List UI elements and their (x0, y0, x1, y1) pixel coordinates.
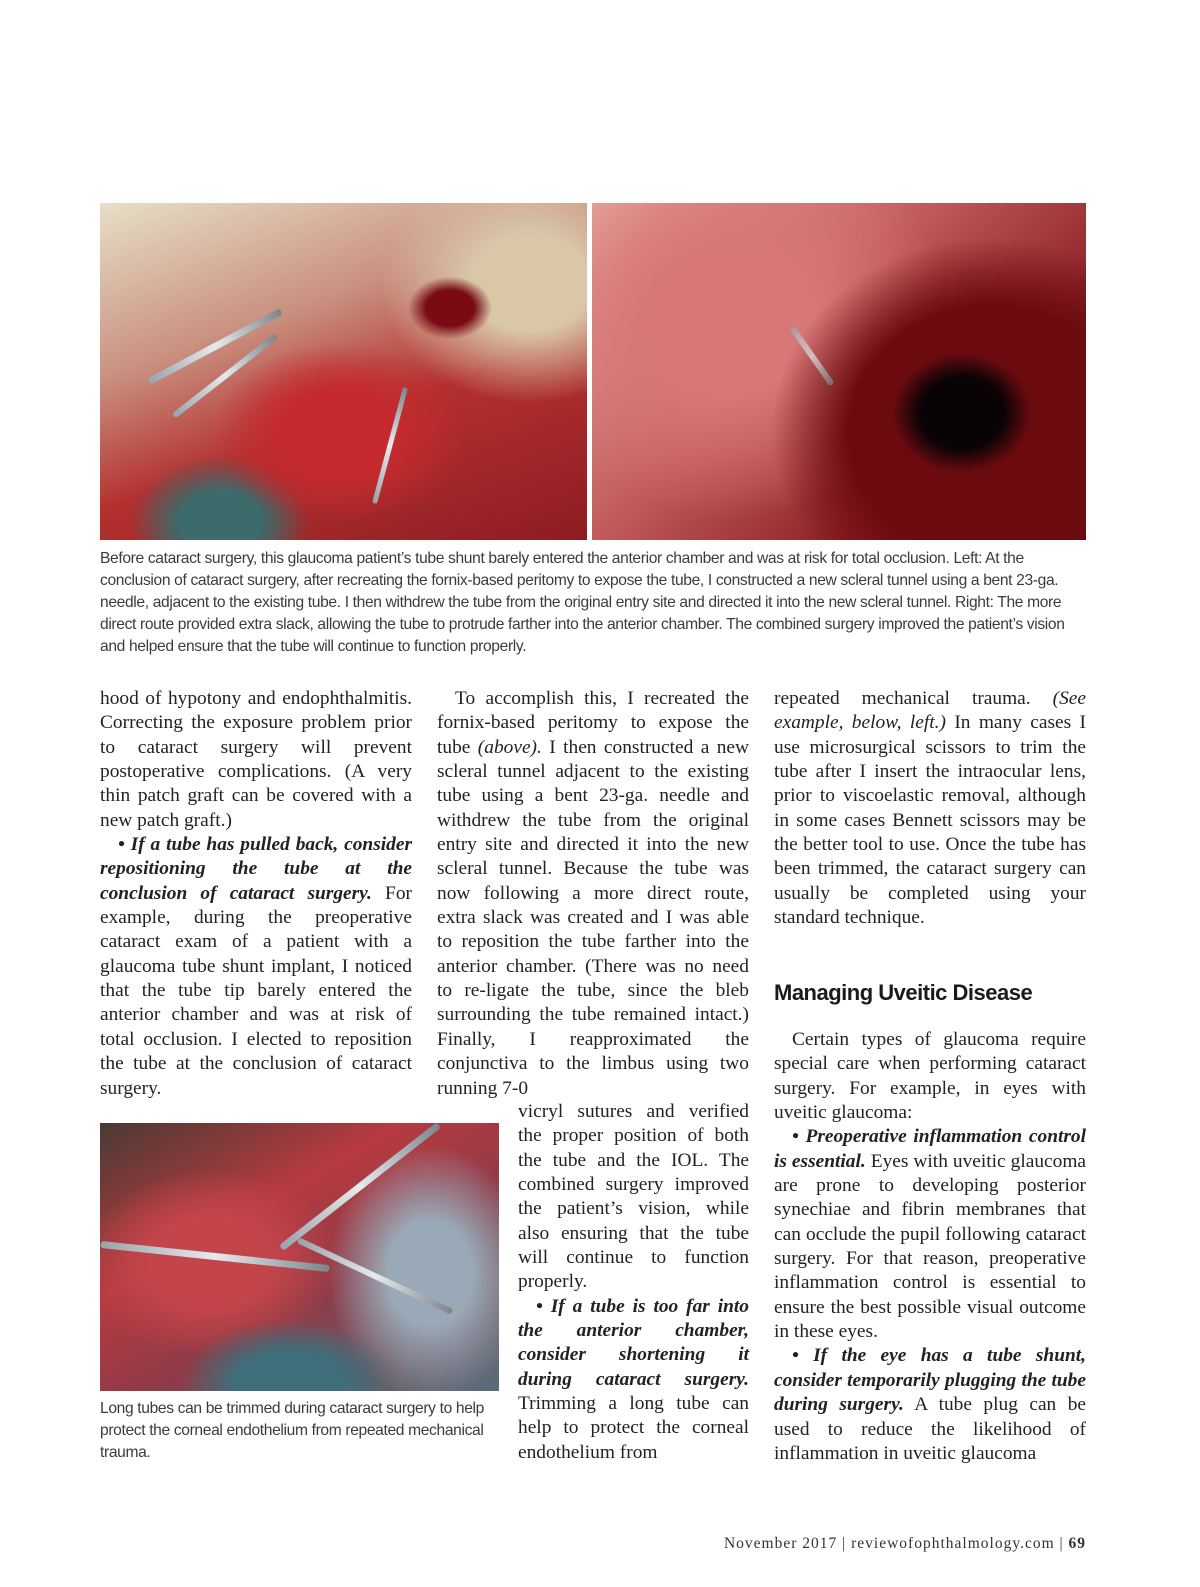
paragraph (774, 687, 1086, 930)
bottom-figure-caption: Long tubes can be trimmed during cataract surgery to help protect the corneal endothelium from repeated mechanical trauma. (100, 1400, 484, 1461)
paragraph (518, 1295, 749, 1465)
paragraph-text: In many cases I use microsurgical scissors to trim the tube after I insert the intraocular lens, prior to viscoelastic removal, although in some cases Bennett scissors may be the better tool to use. Once the tube has been trimmed, the cataract surgery can usually be completed using your standard technique. (774, 712, 1086, 929)
text-column-3 (774, 687, 1086, 930)
paragraph-text: To accomplish this, I recreated the fornix-based peritomy to expose the tube (437, 688, 749, 758)
figure-reference: (See example, below, left.) (774, 688, 1086, 734)
section-heading: Managing Uveitic Disease (774, 980, 1033, 1005)
page-number: 69 (1068, 1535, 1086, 1552)
text-column-2 (437, 687, 749, 1101)
top-figure-caption: Before cataract surgery, this glaucoma patient’s tube shunt barely entered the anterior chamber and was at risk for total occlusion. Left: At the conclusion of cataract surgery, after recreating the fornix-based peritomy to expose the tube, I constructed a new scleral tunnel using a bent 23-ga. needle, adjacent to the existing tube. I then withdrew the tube from the original entry site and directed it into the new scleral tunnel. Right: The more direct route provided extra slack, allowing the tube to protrude farther into the anterior chamber. The combined surgery improved the patient’s vision and helped ensure that the tube will continue to function properly. (100, 550, 1065, 655)
paragraph: Certain types of glaucoma require special care when performing cataract surgery. For example, in eyes with uveitic glaucoma: (774, 1029, 1086, 1124)
paragraph (100, 833, 412, 1101)
bullet-heading: • If the eye has a tube shunt, consider temporarily plugging the tube during surgery. (774, 1345, 1086, 1416)
paragraph (437, 687, 749, 1101)
surgery-photo-left (100, 203, 587, 540)
page-footer (686, 1535, 1086, 1553)
paragraph (774, 1344, 1086, 1466)
paragraph (774, 1125, 1086, 1344)
eye-photo-right (592, 203, 1086, 540)
text-column-2-continued (518, 1100, 749, 1465)
paragraph-body: For example, during the preoperative cataract exam of a patient with a glaucoma tube shunt implant, I noticed that the tube tip barely entered the anterior chamber and was at risk of total occlusion. I elected to reposition the tube at the conclusion of cataract surgery. (100, 882, 412, 1099)
issue-date: November 2017 (723, 1535, 838, 1552)
paragraph: vicryl sutures and verified the proper position of both the tube and the IOL. The combined surgery improved the patient’s vision, while also ensuring that the tube will continue to function properly. (518, 1101, 749, 1293)
footer-separator: | (837, 1535, 852, 1552)
bullet-heading: • If a tube has pulled back, consider repositioning the tube at the conclusion of cataract surgery. (100, 834, 412, 904)
figure-reference: (above). (477, 736, 542, 758)
tube-trimming-photo (100, 1123, 499, 1391)
bullet-heading: • If a tube is too far into the anterior chamber, consider shortening it during cataract surgery. (518, 1295, 749, 1390)
text-column-1 (100, 687, 412, 1101)
website: reviewofophthalmology.com (851, 1535, 1055, 1552)
bullet-heading: • Preoperative inflammation control is essential. (774, 1126, 1086, 1172)
footer-separator: | (1054, 1535, 1069, 1552)
paragraph: hood of hypotony and endophthalmitis. Correcting the exposure problem prior to cataract surgery will prevent postoperative complications. (A very thin patch graft can be covered with a new patch graft.) (100, 688, 412, 831)
paragraph-body: Trimming a long tube can help to protect the corneal endothelium from (518, 1393, 749, 1463)
paragraph-body: Eyes with uveitic glaucoma are prone to developing posterior synechiae and fibrin membranes that can occlude the pupil following cataract surgery. For that reason, preoperative inflammation control is essential to ensure the best possible visual outcome in these eyes. (774, 1150, 1087, 1343)
text-column-3-continued (774, 1028, 1086, 1466)
paragraph-text: repeated mechanical trauma. (774, 688, 1053, 709)
paragraph-body: A tube plug can be used to reduce the likelihood of inflammation in uveitic glaucoma (774, 1394, 1087, 1464)
paragraph-text: I then constructed a new scleral tunnel adjacent to the existing tube using a bent 23-ga. needle and withdrew the tube from the original entry site and directed it into the new scleral tunnel. Because the tube was now following a more direct route, extra slack was created and I was able to reposition the tube farther into the anterior chamber. (There was no need to re-ligate the tube, since the bleb surrounding the tube remained intact.) Finally, I reapproximated the conjunctiva to the limbus using two running 7-0 (437, 736, 750, 1099)
